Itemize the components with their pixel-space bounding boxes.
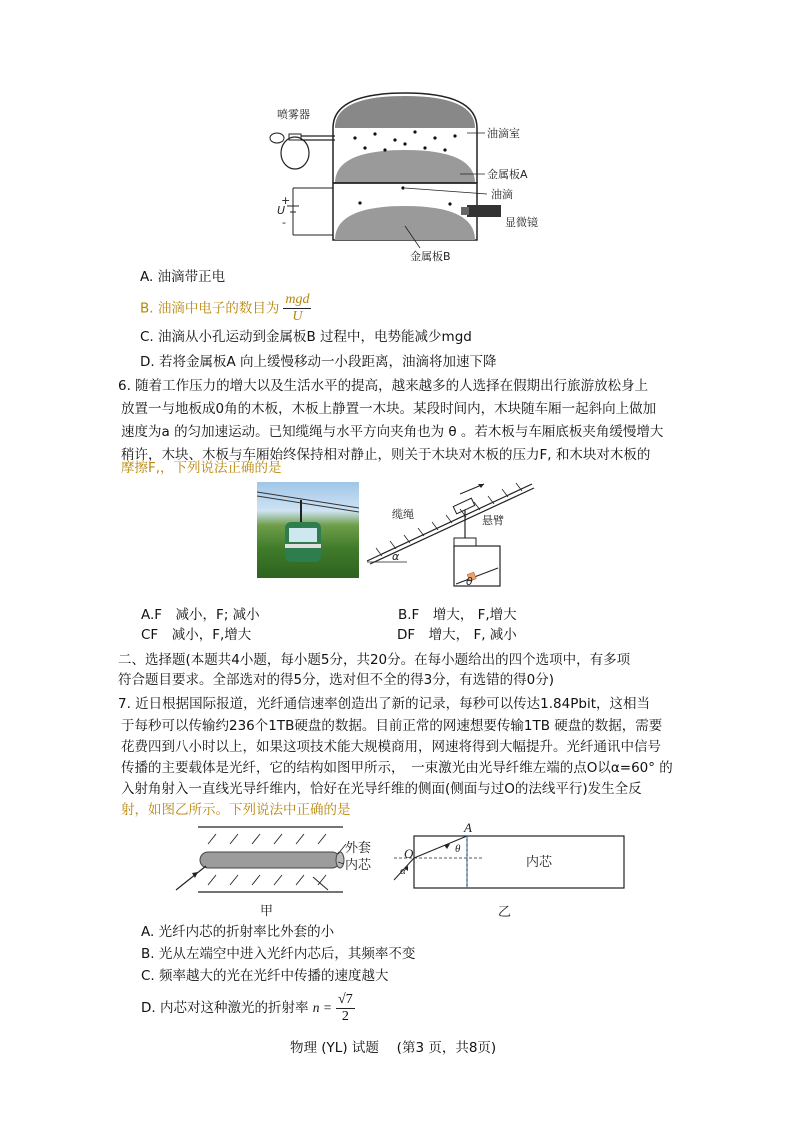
q6-option-c: CF 减小，F,增大: [141, 627, 252, 643]
q5-fraction: [283, 292, 311, 325]
q5-fraction-num: mgd: [285, 292, 310, 307]
q7-option-a: A. 光纤内芯的折射率比外套的小: [141, 924, 335, 940]
droplet-label: 油滴: [491, 188, 513, 201]
fiber-figure-yi: [392, 818, 632, 922]
arm-label: 悬臂: [482, 514, 504, 527]
q6-option-b: B.F 增大， F,增大: [398, 607, 517, 623]
plate-a-label: 金属板A: [487, 168, 528, 181]
yi-label: 乙: [498, 905, 512, 920]
q7-line-2: 于每秒可以传输约236个1TB硬盘的数据。目前正常的网速想要传输1TB 硬盘的数据，需要: [121, 718, 663, 734]
q6-line-4: 稍许，木块、木板与车厢始终保持相对静止，则关于木块对木板的压力F, 和木块对木板的: [121, 447, 651, 463]
jia-label: 甲: [260, 904, 274, 919]
minus-label: -: [282, 216, 286, 229]
q7-line-6: 射，如图乙所示。下列说法中正确的是: [121, 802, 351, 818]
q7-line-1: 7. 近日根据国际报道，光纤通信速率创造出了新的记录，每秒可以传达1.84Pbit，这相当: [118, 696, 650, 712]
q7-fraction-den: 2: [341, 1008, 349, 1024]
section2-line-2: 符合题目要求。全部选对的得5分，选对但不全的得3分，有选错的得0分): [118, 672, 555, 688]
cable-car-photo: [257, 482, 359, 578]
q5-fraction-den: U: [292, 309, 303, 324]
q6-line-3: 速度为a 的匀加速运动。已知缆绳与水平方向夹角也为 θ 。若木板与车厢底板夹角缓慢增大: [121, 424, 664, 440]
q5-option-c: C. 油滴从小孔运动到金属板B 过程中，电势能减少mgd: [140, 329, 472, 345]
q7-option-d-text: D. 内芯对这种激光的折射率: [141, 1000, 309, 1016]
fiber-figure-jia: [168, 822, 390, 922]
q7-fraction-num: √7: [338, 991, 353, 1007]
q7-n-label: n =: [312, 1000, 333, 1015]
core-label: 内芯: [345, 858, 372, 873]
q7-option-b: B. 光从左端空中进入光纤内芯后，其频率不变: [141, 946, 416, 962]
chamber-label: 油滴室: [487, 127, 520, 140]
plus-label: +: [281, 194, 291, 207]
section2-line-1: 二、选择题(本题共4小题，每小题5分，共20分。在每小题给出的四个选项中，有多项: [118, 652, 631, 668]
q6-option-a: A.F 减小，F; 减小: [141, 607, 260, 623]
point-a-label: A: [464, 820, 472, 835]
q5-option-a: A. 油滴带正电: [140, 269, 226, 285]
q5-option-b: [140, 292, 311, 324]
q7-fraction: [336, 992, 355, 1025]
q7-line-5: 入射角射入一直线光导纤维内，恰好在光导纤维的侧面(侧面与过O的法线平行)发生全反: [121, 781, 642, 797]
cable-incline-figure: [362, 476, 537, 588]
q6-line-5: 摩擦F,，下列说法正确的是: [121, 460, 282, 476]
q7-line-4: 传播的主要载体是光纤，它的结构如图甲所示， 一束激光由光导纤维左端的点O以α=60° 的: [121, 760, 673, 776]
oil-drop-figure: [255, 88, 555, 268]
microscope-label: 显微镜: [505, 216, 538, 229]
q5-option-b-text: B. 油滴中电子的数目为: [140, 300, 280, 317]
theta-label: θ: [466, 575, 473, 588]
point-o-label: O: [404, 846, 414, 861]
core-box-label: 内芯: [526, 855, 553, 870]
voltage-label: U: [277, 204, 286, 217]
q6-option-d: DF 增大， F, 减小: [397, 627, 517, 643]
q7-option-c: C. 频率越大的光在光纤中传播的速度越大: [141, 968, 389, 984]
theta-angle-label: θ: [455, 843, 461, 855]
alpha-angle-label: α: [400, 865, 406, 877]
q6-line-2: 放置一与地板成0角的木板，木板上静置一木块。某段时间内，木块随车厢一起斜向上做加: [121, 401, 657, 417]
q7-line-3: 花费四到八小时以上，如果这项技术能大规模商用，网速将得到大幅提升。光纤通讯中信号: [121, 739, 661, 755]
page-footer: 物理 (YL) 试题 (第3 页，共8页): [290, 1040, 497, 1056]
q6-line-1: 6. 随着工作压力的增大以及生活水平的提高，越来越多的人选择在假期出行旅游放松身上: [118, 378, 649, 394]
rope-label: 缆绳: [392, 508, 414, 521]
q5-option-d: D. 若将金属板A 向上缓慢移动一小段距离，油滴将加速下降: [140, 354, 497, 370]
alpha-label: α: [392, 550, 400, 563]
jacket-label: 外套: [345, 841, 372, 856]
plate-b-label: 金属板B: [410, 250, 451, 263]
sprayer-label: 喷雾器: [277, 108, 310, 121]
q7-option-d: [141, 990, 355, 1026]
